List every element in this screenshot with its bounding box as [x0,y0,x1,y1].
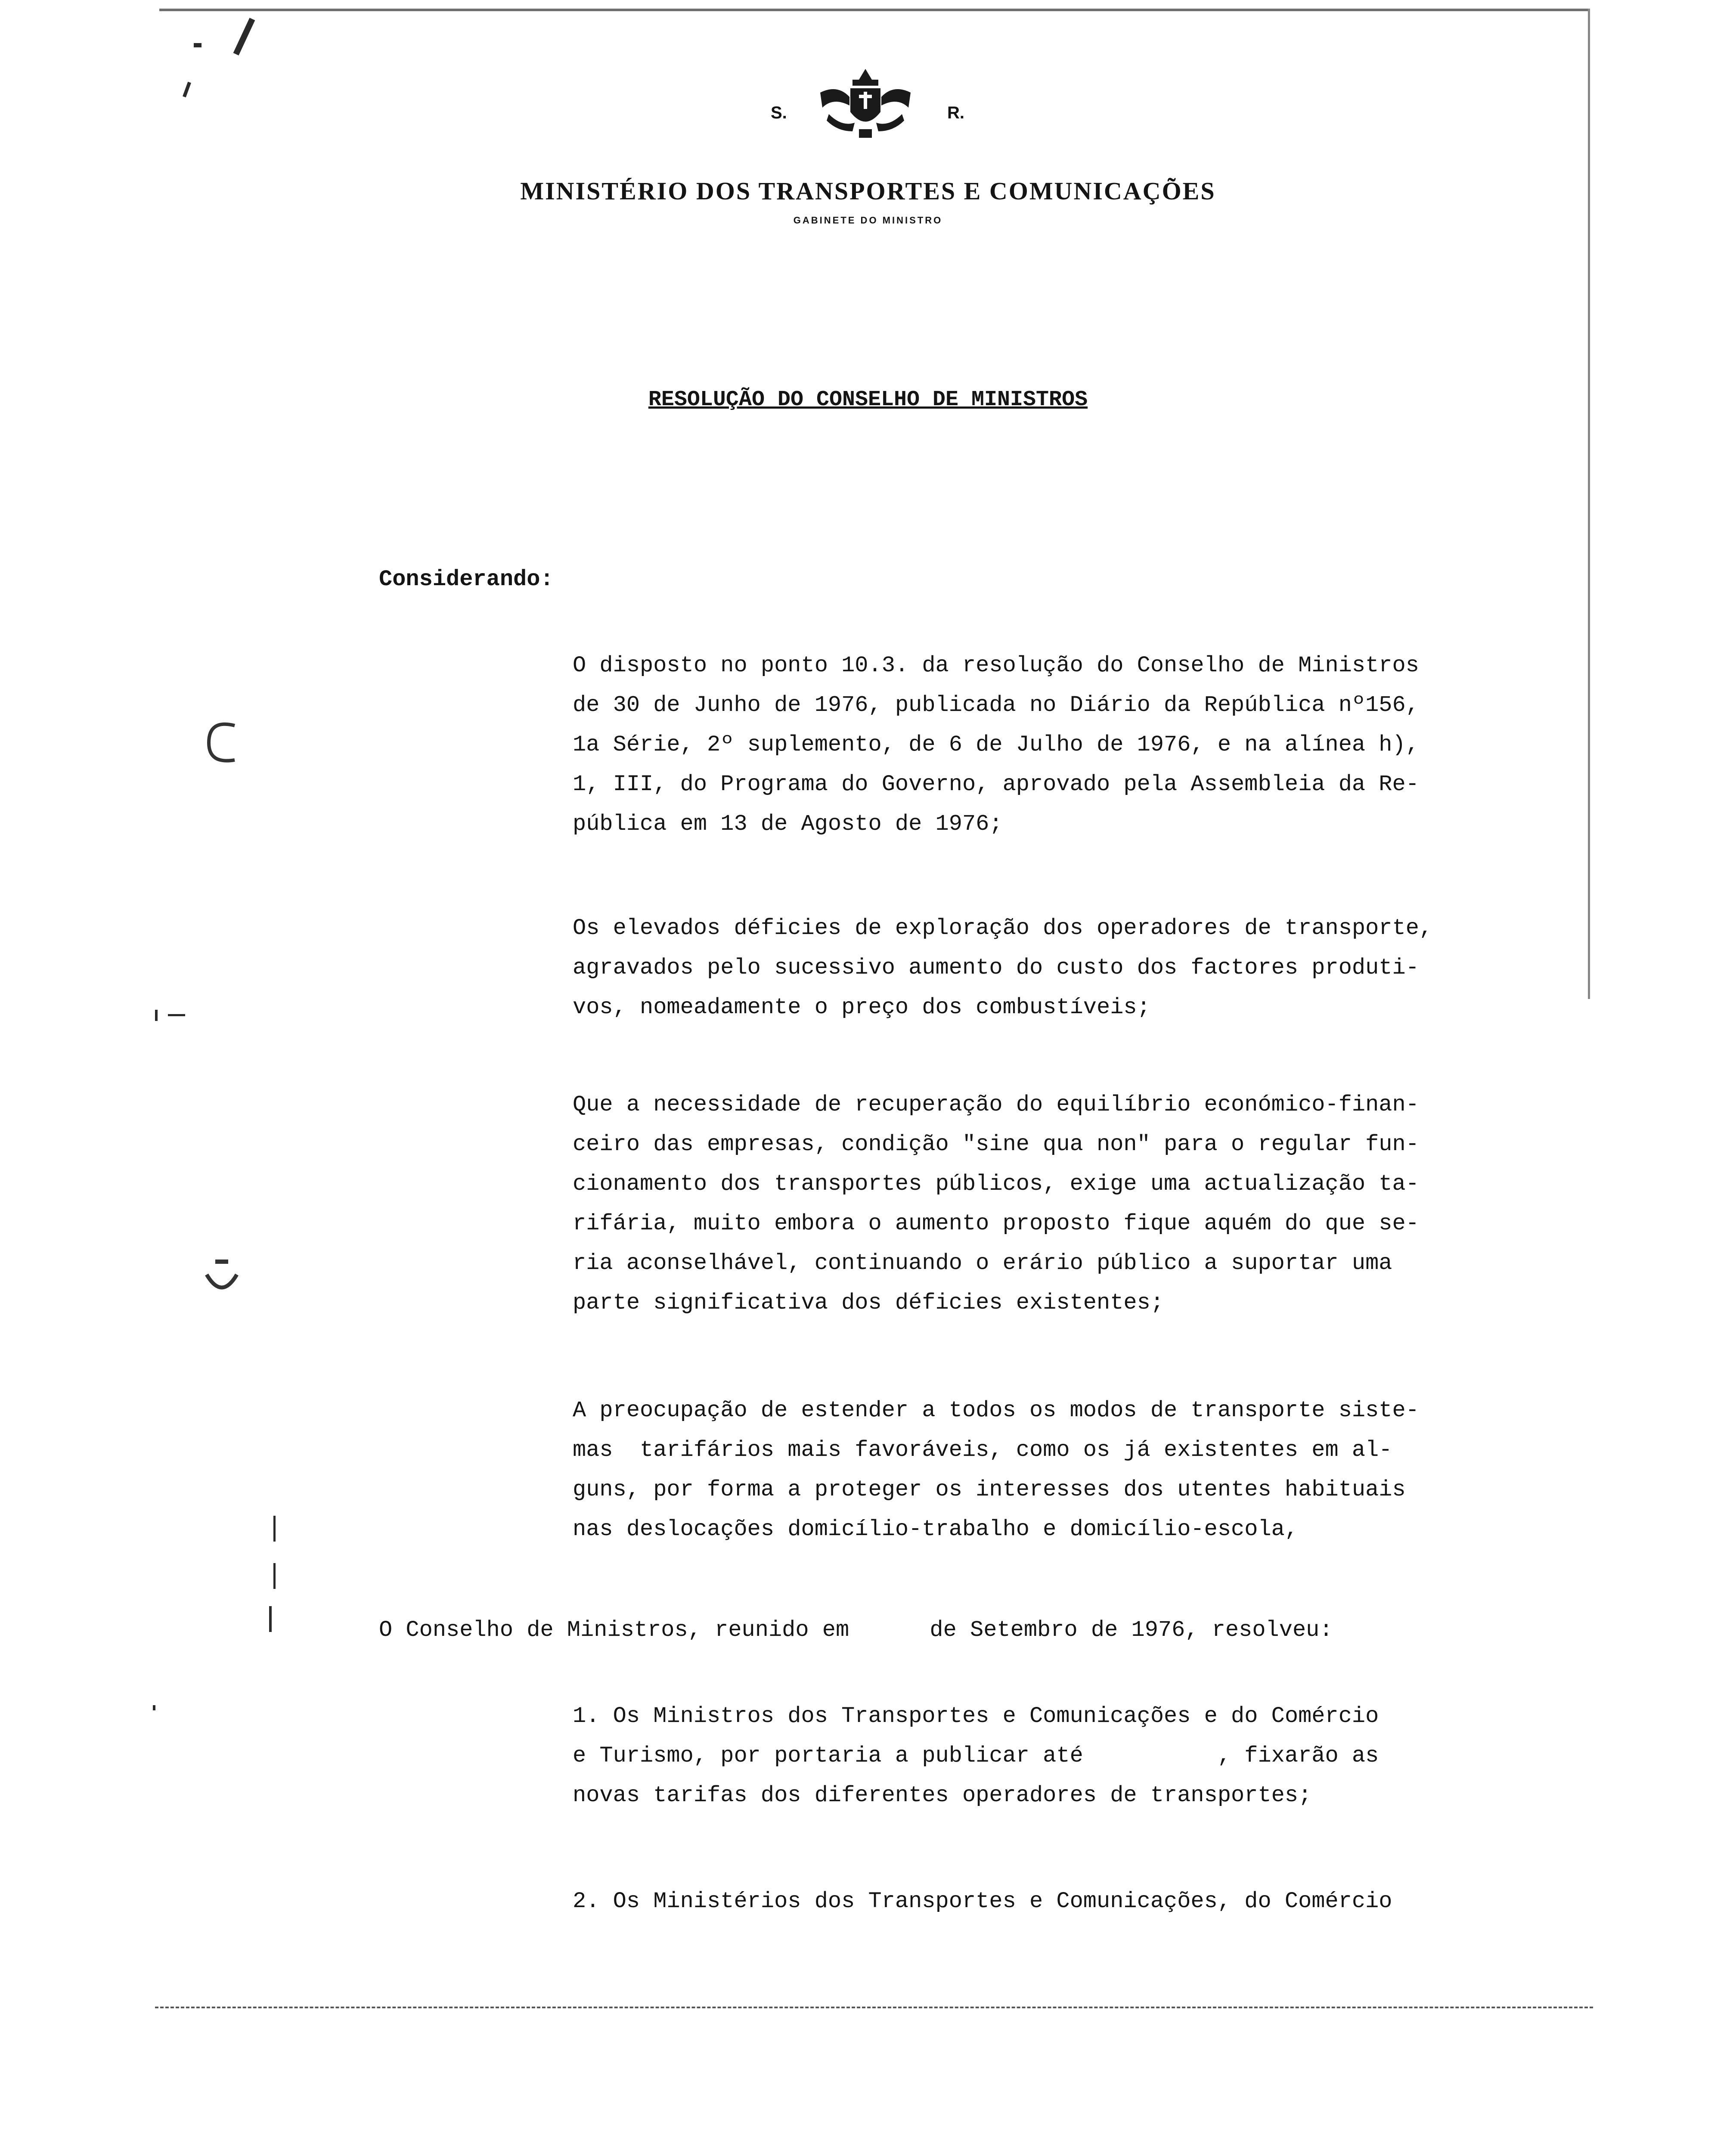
crest-letter-left: S. [771,103,787,122]
scan-mark [269,1606,272,1632]
paragraph-1-line-2: de 30 de Junho de 1976, publicada no Diário da República nº156, [573,692,1419,718]
coat-of-arms-icon [812,67,919,140]
scan-mark [273,1563,276,1589]
paragraph-4-line-2: mas tarifários mais favoráveis, como os já existentes em al- [573,1437,1392,1463]
scan-mark [233,18,255,55]
paragraph-1-line-1: O disposto no ponto 10.3. da resolução do Conselho de Ministros [573,653,1419,678]
resolution-line: O Conselho de Ministros, reunido em de Setembro de 1976, resolveu: [379,1617,1333,1643]
considerando-label: Considerando: [379,567,554,592]
scan-mark [155,1010,158,1021]
crest-letter-right: R. [947,103,964,122]
paragraph-3-line-4: rifária, muito embora o aumento proposto fique aquém do que se- [573,1211,1419,1236]
ministry-name: MINISTÉRIO DOS TRANSPORTES E COMUNICAÇÕES [520,177,1216,205]
paragraph-3-line-5: ria aconselhável, continuando o erário público a suportar uma [573,1250,1392,1276]
paragraph-4-line-4: nas deslocações domicílio-trabalho e domicílio-escola, [573,1517,1299,1542]
paragraph-3-line-3: cionamento dos transportes públicos, exige uma actualização ta- [573,1171,1419,1197]
item-1-line-2: e Turismo, por portaria a publicar até , fixarão as [573,1743,1379,1768]
page-bottom-rule [155,2007,1593,2008]
paragraph-1-line-5: pública em 13 de Agosto de 1976; [573,811,1003,837]
paragraph-3-line-2: ceiro das empresas, condição "sine qua non" para o regular fun- [573,1132,1419,1157]
hole-punch-mark-bottom [202,1257,241,1309]
paragraph-2-line-3: vos, nomeadamente o preço dos combustíveis; [573,995,1150,1020]
scan-mark [194,43,202,47]
paragraph-4-line-1: A preocupação de estender a todos os modos de transporte siste- [573,1398,1419,1423]
document-title: RESOLUÇÃO DO CONSELHO DE MINISTROS [648,388,1088,412]
paragraph-1-line-3: 1a Série, 2º suplemento, de 6 de Julho de 1976, e na alínea h), [573,732,1419,757]
paragraph-4-line-3: guns, por forma a proteger os interesses dos utentes habituais [573,1477,1406,1502]
scan-mark [153,1705,155,1710]
letterhead [0,56,1736,226]
page-top-border [159,9,1589,11]
scan-mark [168,1014,185,1016]
item-1-line-1: 1. Os Ministros dos Transportes e Comunicações e do Comércio [573,1703,1379,1729]
item-2-line-1: 2. Os Ministérios dos Transportes e Comunicações, do Comércio [573,1889,1392,1914]
scan-mark [273,1516,276,1542]
hole-punch-mark-top [202,719,241,766]
cabinet-name: GABINETE DO MINISTRO [793,215,943,226]
item-1-line-3: novas tarifas dos diferentes operadores de transportes; [573,1783,1312,1808]
paragraph-1-line-4: 1, III, do Programa do Governo, aprovado pela Assembleia da Re- [573,772,1419,797]
paragraph-2-line-1: Os elevados déficies de exploração dos operadores de transporte, [573,915,1433,941]
paragraph-3-line-1: Que a necessidade de recuperação do equilíbrio económico-finan- [573,1092,1419,1117]
paragraph-2-line-2: agravados pelo sucessivo aumento do custo dos factores produti- [573,955,1419,980]
crest-row [0,56,1736,142]
paragraph-3-line-6: parte significativa dos déficies existentes; [573,1290,1164,1315]
